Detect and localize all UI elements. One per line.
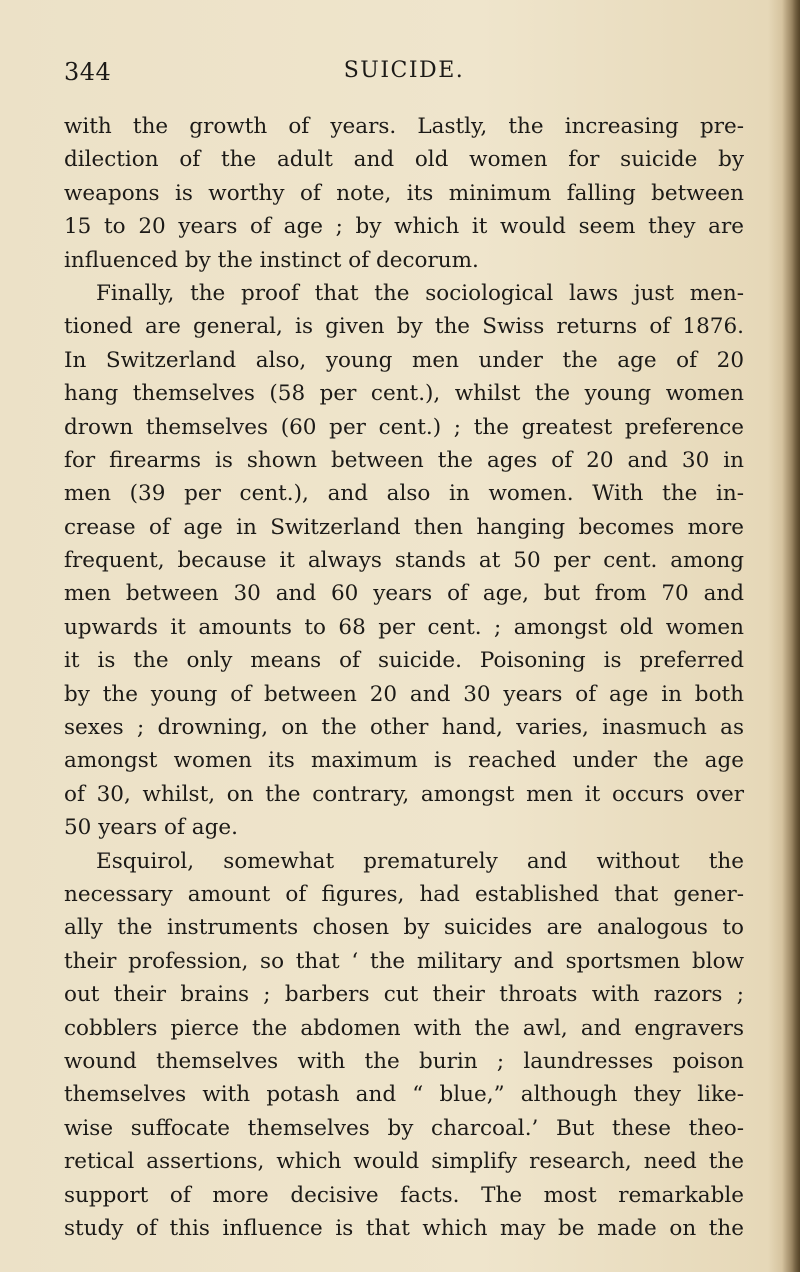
text-line: men between 30 and 60 years of age, but from 70 and [64, 581, 744, 607]
text-line: cobblers pierce the abdomen with the awl, and engravers [64, 1015, 744, 1041]
body-text [64, 110, 744, 1245]
text-line: it is the only means of suicide. Poisoning is preferred [64, 648, 744, 674]
text-line: study of this influence is that which may be made on the [64, 1215, 744, 1241]
text-line: drown themselves (60 per cent.) ; the greatest preference [64, 414, 744, 440]
text-line: Finally, the proof that the sociological laws just men- [96, 280, 744, 306]
text-line: hang themselves (58 per cent.), whilst the young women [64, 381, 744, 407]
text-line: by the young of between 20 and 30 years of age in both [64, 681, 744, 707]
page-number: 344 [64, 58, 112, 86]
text-line: ally the instruments chosen by suicides are analogous to [64, 915, 744, 941]
text-line: out their brains ; barbers cut their throats with razors ; [64, 982, 744, 1008]
text-line: sexes ; drowning, on the other hand, varies, inasmuch as [64, 715, 744, 741]
text-line: men (39 per cent.), and also in women. With the in- [64, 481, 744, 507]
text-line: retical assertions, which would simplify research, need the [64, 1149, 744, 1175]
text-line: crease of age in Switzerland then hanging becomes more [64, 514, 744, 540]
text-line: their profession, so that ‘ the military and sportsmen blow [64, 948, 744, 974]
text-line: themselves with potash and “ blue,” although they like- [64, 1082, 744, 1108]
text-line: for firearms is shown between the ages of 20 and 30 in [64, 447, 744, 473]
text-line: necessary amount of figures, had established that gener- [64, 881, 744, 907]
text-line: wound themselves with the burin ; laundresses poison [64, 1048, 744, 1074]
text-line: amongst women its maximum is reached under the age [64, 748, 744, 774]
text-line: In Switzerland also, young men under the age of 20 [64, 347, 744, 373]
page-header [64, 58, 744, 92]
text-line: upwards it amounts to 68 per cent. ; amongst old women [64, 614, 744, 640]
text-line: frequent, because it always stands at 50 per cent. among [64, 548, 744, 574]
text-line: tioned are general, is given by the Swiss returns of 1876. [64, 314, 744, 340]
text-line: weapons is worthy of note, its minimum falling between [64, 180, 744, 206]
text-line: 15 to 20 years of age ; by which it would seem they are [64, 214, 744, 240]
page-edge-shadow [782, 0, 800, 1272]
text-line: of 30, whilst, on the contrary, amongst men it occurs over [64, 781, 744, 807]
running-head: SUICIDE. [343, 58, 465, 83]
text-line: support of more decisive facts. The most remarkable [64, 1182, 744, 1208]
text-line: dilection of the adult and old women for suicide by [64, 147, 744, 173]
text-line: with the growth of years. Lastly, the increasing pre- [64, 114, 744, 139]
text-line: wise suffocate themselves by charcoal.’ But these theo- [64, 1115, 744, 1141]
text-line: influenced by the instinct of decorum. [64, 247, 479, 273]
text-line: Esquirol, somewhat prematurely and without the [96, 848, 744, 874]
text-line: 50 years of age. [64, 815, 238, 841]
